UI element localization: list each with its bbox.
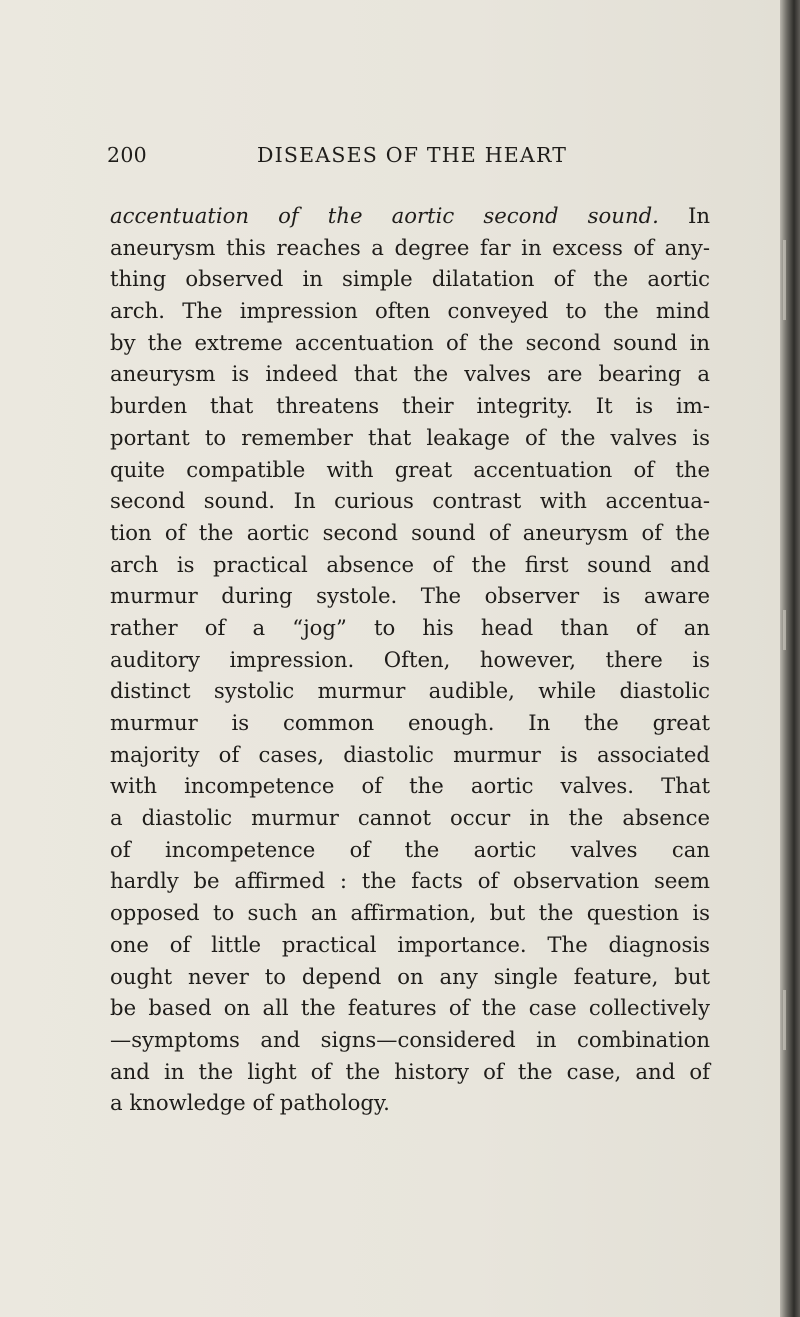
text-line-7: burden that threatens their integrity. It is im- — [110, 393, 710, 419]
running-title: DISEASES OF THE HEART — [257, 143, 568, 167]
text-line-9: quite compatible with great accentuation of the — [110, 456, 710, 482]
running-head — [107, 143, 727, 173]
text-line-11: tion of the aortic second sound of aneurysm of the — [110, 519, 710, 545]
text-line-20: a diastolic murmur cannot occur in the absence — [110, 805, 710, 831]
page-number: 200 — [107, 143, 148, 167]
text-line-3: thing observed in simple dilatation of the aortic — [110, 266, 710, 292]
text-line-28: and in the light of the history of the case, and of — [110, 1058, 710, 1084]
text-line-14: rather of a “jog” to his head than of an — [110, 614, 710, 640]
text-line-25: ought never to depend on any single feature, but — [110, 963, 710, 989]
text-line-5: by the extreme accentuation of the second sound in — [110, 329, 710, 355]
text-line-6: aneurysm is indeed that the valves are bearing a — [110, 361, 710, 387]
text-line-10: second sound. In curious contrast with accentua- — [110, 488, 710, 514]
text-line-16: distinct systolic murmur audible, while diastolic — [110, 678, 710, 704]
text-line-2: aneurysm this reaches a degree far in excess of any- — [110, 234, 710, 260]
binding-edge — [780, 0, 800, 1317]
text-line-19: with incompetence of the aortic valves. That — [110, 773, 710, 799]
text-line-4: arch. The impression often conveyed to the mind — [110, 298, 710, 324]
italic-phrase: accentuation of the aortic second sound. — [110, 203, 659, 228]
text-line-21: of incompetence of the aortic valves can — [110, 836, 710, 862]
text-line-26: be based on all the features of the case collectively — [110, 995, 710, 1021]
text-line-12: arch is practical absence of the first sound and — [110, 551, 710, 577]
text-line-18: majority of cases, diastolic murmur is associated — [110, 741, 710, 767]
text-line-24: one of little practical importance. The diagnosis — [110, 931, 710, 957]
text-line-8: portant to remember that leakage of the valves is — [110, 424, 710, 450]
text-line-29: a knowledge of pathology. — [110, 1090, 390, 1116]
text-line-1-rest: In — [658, 203, 710, 228]
text-line-22: hardly be affirmed : the facts of observation seem — [110, 868, 710, 894]
body-text — [110, 200, 710, 1119]
text-line-23: opposed to such an affirmation, but the question is — [110, 900, 710, 926]
text-line-1 — [110, 200, 710, 232]
text-line-17: murmur is common enough. In the great — [110, 710, 710, 735]
text-line-13: murmur during systole. The observer is aware — [110, 583, 710, 609]
text-line-15: auditory impression. Often, however, there is — [110, 646, 710, 672]
text-line-27: —symptoms and signs—considered in combination — [110, 1026, 710, 1052]
